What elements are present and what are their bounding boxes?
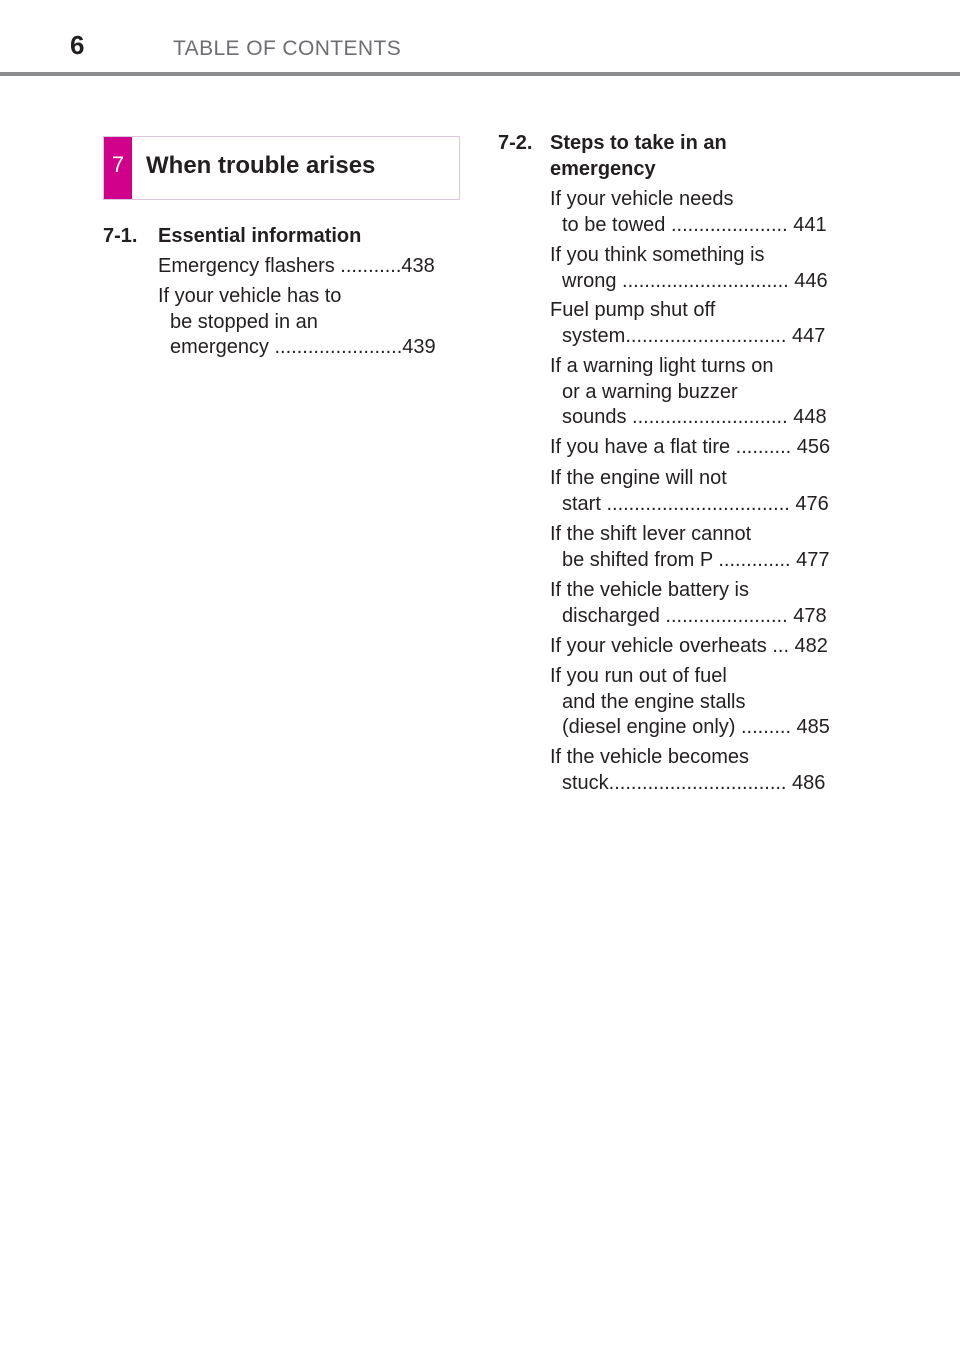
- toc-entry-line: (diesel engine only) ......... 485: [562, 716, 830, 738]
- toc-entry-battery-discharged[interactable]: [550, 578, 827, 629]
- header-rule: [0, 72, 960, 76]
- chapter-heading: [103, 136, 460, 200]
- toc-entry-line: If your vehicle needs: [550, 188, 734, 210]
- section-title: [550, 131, 727, 182]
- toc-entry-line: If you have a flat tire .......... 456: [550, 436, 831, 458]
- toc-entry-overheats[interactable]: [550, 634, 828, 660]
- toc-entry-line: If the engine will not: [550, 467, 727, 489]
- toc-entry-line: start ................................. 476: [562, 492, 829, 515]
- toc-entry-line: wrong .............................. 446: [562, 269, 828, 292]
- toc-entry-line: sounds ............................ 448: [562, 406, 827, 428]
- toc-entry-line: be stopped in an: [170, 310, 318, 333]
- toc-entry-emergency-flashers[interactable]: [158, 254, 435, 280]
- toc-entry-line: If the vehicle battery is: [550, 579, 749, 601]
- section-number: 7-2.: [498, 132, 533, 154]
- section-title: [158, 224, 361, 250]
- toc-entry-engine-will-not-start[interactable]: [550, 466, 829, 517]
- toc-entry-line: stuck................................ 486: [562, 771, 826, 794]
- toc-entry-line: or a warning buzzer: [562, 380, 738, 403]
- toc-entry-flat-tire[interactable]: [550, 435, 830, 461]
- page-number: 6: [70, 30, 85, 60]
- page-header: [0, 0, 960, 76]
- section-title-line: Steps to take in an: [550, 132, 727, 154]
- chapter-number-tab: 7: [104, 137, 132, 199]
- toc-entry-vehicle-stuck[interactable]: [550, 745, 825, 796]
- toc-entry-shift-lever[interactable]: [550, 522, 830, 573]
- toc-entry-vehicle-towed[interactable]: [550, 187, 827, 238]
- chapter-title: When trouble arises: [146, 152, 376, 179]
- toc-entry-line: If the vehicle becomes: [550, 746, 749, 768]
- section-title-line: Essential information: [158, 225, 362, 247]
- toc-entry-line: If the shift lever cannot: [550, 523, 752, 545]
- toc-entry-line: to be towed ..................... 441: [562, 213, 827, 236]
- toc-entry-warning-light[interactable]: [550, 354, 827, 431]
- toc-entry-line: If you run out of fuel: [550, 665, 727, 687]
- toc-entry-line: Emergency flashers ...........438: [158, 255, 435, 277]
- toc-entry-out-of-fuel[interactable]: [550, 664, 830, 741]
- toc-entry-line: emergency .......................439: [170, 336, 436, 358]
- section-title-line: emergency: [550, 157, 656, 180]
- toc-entry-line: If your vehicle overheats ... 482: [550, 635, 828, 657]
- header-title: TABLE OF CONTENTS: [173, 37, 402, 60]
- toc-entry-something-wrong[interactable]: [550, 243, 828, 294]
- toc-entry-fuel-pump-shut-off[interactable]: [550, 298, 825, 349]
- toc-entry-line: and the engine stalls: [562, 690, 746, 713]
- toc-entry-line: If you think something is: [550, 244, 765, 266]
- toc-entry-line: discharged ...................... 478: [562, 604, 827, 627]
- toc-entry-line: be shifted from P ............. 477: [562, 548, 830, 571]
- toc-entry-line: If your vehicle has to: [158, 285, 342, 307]
- toc-entry-line: system............................. 447: [562, 324, 826, 347]
- toc-entry-line: If a warning light turns on: [550, 355, 774, 377]
- section-number: 7-1.: [103, 225, 138, 247]
- toc-entry-line: Fuel pump shut off: [550, 299, 716, 321]
- toc-entry-vehicle-stopped-in-emergency[interactable]: [158, 284, 436, 361]
